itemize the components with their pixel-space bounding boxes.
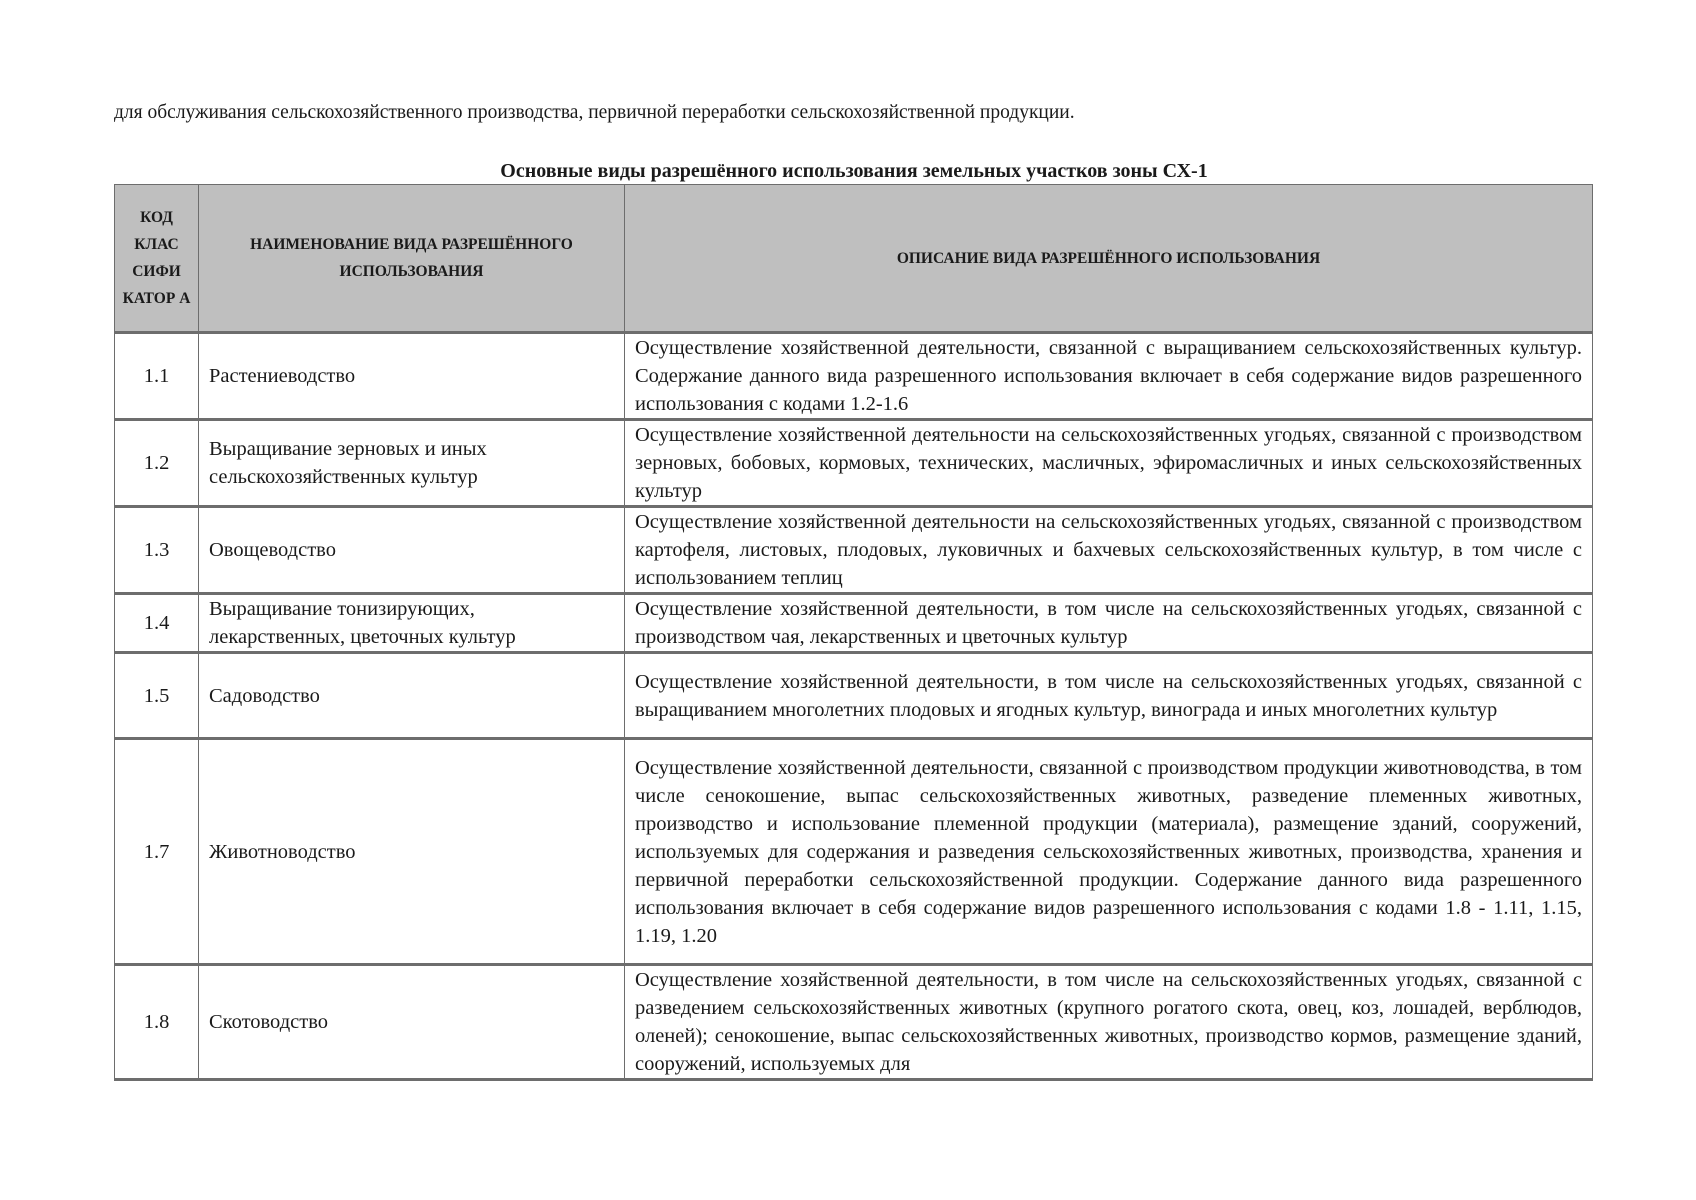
row-code: 1.7 <box>115 739 199 965</box>
row-name: Скотоводство <box>199 965 625 1080</box>
table-row <box>115 965 1593 1080</box>
row-description: Осуществление хозяйственной деятельности, в том числе на сельскохозяйственных угодьях, связанной с разведением сельскохозяйственных животных (крупного рогатого скота, овец, коз, лошадей, верблюдов, оленей); сенокошение, выпас сельскохозяйственных животных, производство кормов, размещение зданий, сооружений, используемых для <box>625 965 1593 1080</box>
row-name: Растениеводство <box>199 333 625 420</box>
row-description: Осуществление хозяйственной деятельности, связанной с выращиванием сельскохозяйственных культур. Содержание данного вида разрешенного использования включает в себя содержание видов разрешенного использования с кодами 1.2-1.6 <box>625 333 1593 420</box>
row-description: Осуществление хозяйственной деятельности, в том числе на сельскохозяйственных угодьях, связанной с производством чая, лекарственных и цветочных культур <box>625 594 1593 653</box>
row-name: Садоводство <box>199 653 625 739</box>
header-name <box>199 185 625 333</box>
table-row <box>115 739 1593 965</box>
row-code: 1.1 <box>115 333 199 420</box>
row-code: 1.4 <box>115 594 199 653</box>
row-name: Животноводство <box>199 739 625 965</box>
row-code: 1.3 <box>115 507 199 594</box>
row-description: Осуществление хозяйственной деятельности на сельскохозяйственных угодьях, связанной с производством зерновых, бобовых, кормовых, технических, масличных, эфиромасличных и иных сельскохозяйственных культур <box>625 420 1593 507</box>
row-description: Осуществление хозяйственной деятельности на сельскохозяйственных угодьях, связанной с производством картофеля, листовых, плодовых, луковичных и бахчевых сельскохозяйственных культур, в том числе с использованием теплиц <box>625 507 1593 594</box>
row-code: 1.2 <box>115 420 199 507</box>
table-row <box>115 507 1593 594</box>
row-name: Выращивание зерновых и иных сельскохозяйственных культур <box>199 420 625 507</box>
land-use-table <box>114 184 1593 1081</box>
row-name: Выращивание тонизирующих, лекарственных, цветочных культур <box>199 594 625 653</box>
row-description: Осуществление хозяйственной деятельности, связанной с производством продукции животноводства, в том числе сенокошение, выпас сельскохозяйственных животных, разведение племенных животных, производство и использование племенной продукции (материала), размещение зданий, сооружений, используемых для содержания и разведения сельскохозяйственных животных, производства, хранения и первичной переработки сельскохозяйственной продукции. Содержание данного вида разрешенного использования включает в себя содержание видов разрешенного использования с кодами 1.8 - 1.11, 1.15, 1.19, 1.20 <box>625 739 1593 965</box>
row-code: 1.5 <box>115 653 199 739</box>
row-code: 1.8 <box>115 965 199 1080</box>
row-description: Осуществление хозяйственной деятельности, в том числе на сельскохозяйственных угодьях, связанной с выращиванием многолетних плодовых и ягодных культур, винограда и иных многолетних культур <box>625 653 1593 739</box>
intro-text: для обслуживания сельскохозяйственного производства, первичной переработки сельскохозяйственной продукции. <box>114 102 1075 123</box>
table-title: Основные виды разрешённого использования земельных участков зоны СХ-1 <box>500 160 1208 182</box>
table-row <box>115 653 1593 739</box>
table-row <box>115 420 1593 507</box>
header-code-text: КОД КЛАС СИФИ КАТОР А <box>122 209 191 307</box>
header-code <box>115 185 199 333</box>
table-row <box>115 594 1593 653</box>
row-name: Овощеводство <box>199 507 625 594</box>
table-header-row <box>115 185 1593 333</box>
header-description-text: ОПИСАНИЕ ВИДА РАЗРЕШЁННОГО ИСПОЛЬЗОВАНИЯ <box>896 249 1321 267</box>
table-row <box>115 333 1593 420</box>
header-name-text: НАИМЕНОВАНИЕ ВИДА РАЗРЕШЁННОГО ИСПОЛЬЗОВАНИЯ <box>250 236 573 280</box>
header-description <box>625 185 1593 333</box>
